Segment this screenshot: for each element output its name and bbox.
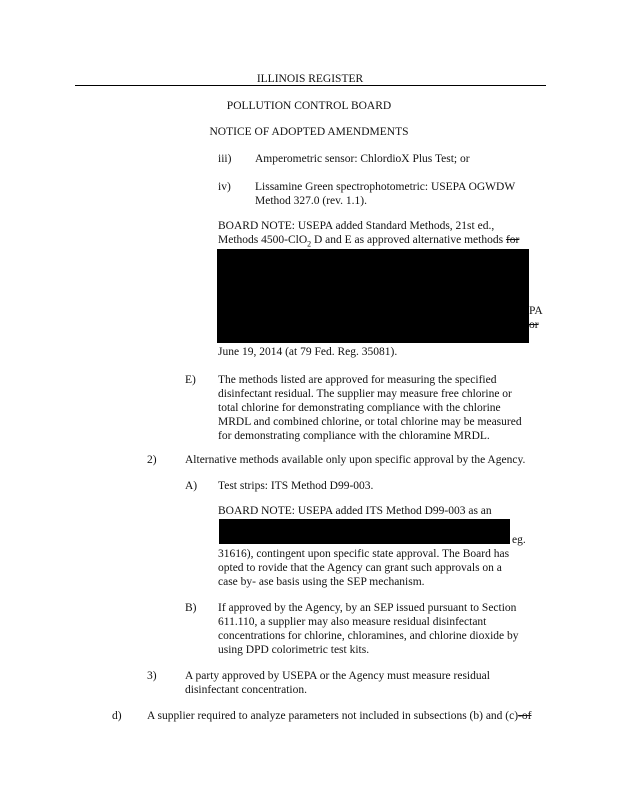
fragment-or: or — [529, 319, 539, 331]
item-d-text: A supplier required to analyze parameters not included in subsections (b) and (c) — [147, 710, 519, 722]
board-note-2-line1: BOARD NOTE: USEPA added ITS Method D99-003 as an — [218, 505, 492, 517]
board-note-1-last: June 19, 2014 (at 79 Fed. Reg. 35081). — [218, 346, 398, 358]
board-note-1-subscript: 2 — [307, 239, 312, 249]
notice-title: NOTICE OF ADOPTED AMENDMENTS — [209, 126, 409, 138]
redaction-block-1-right — [500, 249, 529, 301]
item-d-marker: d) — [112, 710, 122, 722]
board-note-1-line2-b: D and E as approved alternative methods — [311, 234, 504, 246]
item-e-line4: MRDL and combined chlorine, or total chlorine may be measured — [218, 416, 522, 428]
board-note-1-struck-for: for — [505, 234, 520, 246]
item-a-text: Test strips: ITS Method D99-003. — [218, 480, 374, 492]
item-2-text: Alternative methods available only upon specific approval by the Agency. — [185, 454, 526, 466]
fragment-eg: eg. — [512, 534, 526, 546]
item-iv-line1: Lissamine Green spectrophotometric: USEPA OGWDW — [255, 181, 516, 193]
item-e-line5: for demonstrating compliance with the chloramine MRDL. — [218, 430, 490, 442]
item-e-marker: E) — [185, 374, 196, 386]
item-e-line2: disinfectant residual. The supplier may measure free chlorine or — [218, 388, 512, 400]
item-iv-marker: iv) — [218, 181, 231, 193]
item-b-line4: using DPD colorimetric test kits. — [218, 644, 370, 656]
item-b-line3: concentrations for chlorine, chloramines, and chlorine dioxide by — [218, 630, 519, 642]
item-3-line2: disinfectant concentration. — [185, 684, 307, 696]
board-note-1-line1: BOARD NOTE: USEPA added Standard Methods, 21st ed., — [218, 220, 495, 232]
redaction-block-1 — [217, 249, 529, 343]
register-title: ILLINOIS REGISTER — [256, 73, 364, 85]
item-e-line3: total chlorine for demonstrating compliance with the chlorine — [218, 402, 501, 414]
item-a-marker: A) — [185, 480, 198, 492]
redaction-block-2 — [219, 519, 510, 544]
item-e-line1: The methods listed are approved for measuring the specified — [218, 374, 497, 386]
item-2-marker: 2) — [147, 454, 157, 466]
item-iii-text: Amperometric sensor: ChlordioX Plus Test; or — [255, 153, 470, 165]
item-3-line1: A party approved by USEPA or the Agency must measure residual — [185, 670, 490, 682]
item-iii-marker: iii) — [218, 153, 232, 165]
fragment-pa: PA — [529, 305, 543, 317]
register-underline — [108, 85, 512, 86]
item-b-line2: 611.110, a supplier may also measure residual disinfectant — [218, 616, 487, 628]
board-note-2-line5: case by- ase basis using the SEP mechanism. — [218, 576, 425, 588]
item-b-line1: If approved by the Agency, by an SEP issued pursuant to Section — [218, 602, 517, 614]
board-note-2-line4: opted to rovide that the Agency can grant such approvals on a — [218, 562, 502, 574]
item-d-struck: -of — [518, 710, 532, 722]
item-b-marker: B) — [185, 602, 197, 614]
item-d-line — [147, 709, 532, 724]
board-note-1-line2-a: Methods 4500-ClO — [218, 234, 308, 246]
item-3-marker: 3) — [147, 670, 157, 682]
header-rule-left — [75, 85, 108, 86]
board-note-2-line3: 31616), contingent upon specific state approval. The Board has — [218, 548, 510, 560]
header-rule-right — [512, 85, 546, 86]
item-iv-line2: Method 327.0 (rev. 1.1). — [255, 195, 367, 207]
board-title: POLLUTION CONTROL BOARD — [226, 100, 392, 112]
